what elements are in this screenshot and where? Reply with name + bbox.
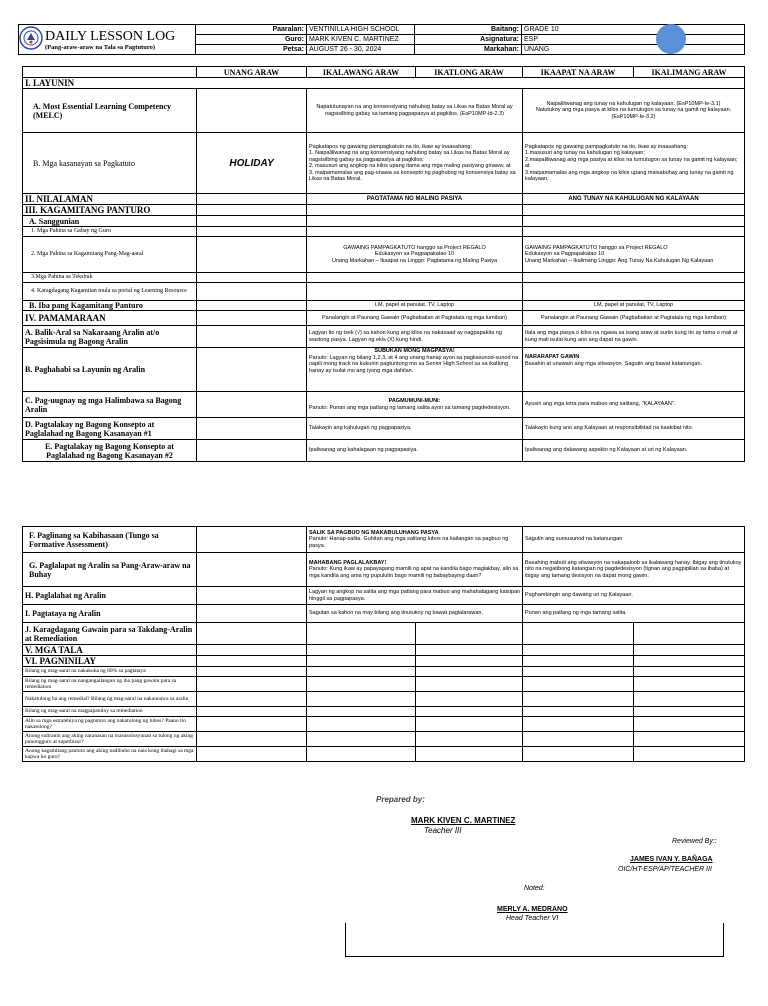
reflection-row-5: Alin sa mga estratehiya ng pagtuturo ang nakatulong ng lubos? Paano ito nakatulong? bbox=[23, 717, 197, 732]
section-pagninilay: VI. PAGNINILAY bbox=[23, 656, 197, 667]
paaralan-label: Paaralan: bbox=[196, 25, 307, 35]
pagtalakay1-label: D. Pagtalakay ng Bagong Konsepto at Paglalahad ng Bagong Kasanayan #1 bbox=[23, 418, 197, 440]
petsa-value: AUGUST 26 - 30, 2024 bbox=[307, 45, 415, 55]
balik-day2: Lagyan ito ng tsek (√) sa kahon kung ang kilos na nakasaad ay nagpapakita ng wastong pasya. Lagyan ng ekis (X) kung hindi. bbox=[307, 326, 523, 348]
section-tala: V. MGA TALA bbox=[23, 645, 197, 656]
paglalahat-day4: Paghambingin ang dawang uri ng Kalayaan. bbox=[523, 587, 745, 605]
petsa-label: Petsa: bbox=[196, 45, 307, 55]
lesson-table-part1 bbox=[22, 66, 745, 462]
sanggunian-label: A. Sanggunian bbox=[23, 216, 197, 227]
paghahabi-day2-title: SUBUKAN MONG MAGPASYA! bbox=[374, 348, 455, 354]
paglinang-day4: Sagutin ang sumusunod na katanungan bbox=[523, 527, 745, 553]
kasanayan-day2: Pagkatapos ng gawaing pampagkatuto na ito, ikaw ay inaasahang: 1. Naipaliliwanag na ang konsensiyang nahubog batay sa Likas na Batas Moral ay nagsisilbing gabay sa pagpapasiya at pagkilos; 2. masusuri ang angkop na kilos upang itama ang mga maling pasiyang ginawa; at 3. maipamamalas ang pag-unawa sa konsepto ng paghubog ng konsensiya batay sa Likas na Batas Moral. bbox=[307, 133, 523, 194]
pamamaraan-day2: Panalangin at Paunang Gawain (Pagbabatian at Pagtatala ng mga lumiban) bbox=[307, 311, 523, 326]
paghahabi-day2: Panuto: Lagyan ng bilang 1,2,3, at 4 ang unang hanay ayon sa pagkasunod-sunod na napili mong track na kukunin pagtuntong mo sa Senior High School sa sa ikatlong hanay ay isulat mo ang iyong mga dahilan. bbox=[309, 354, 519, 374]
pagugnay-label: C. Pag-uugnay ng mga Halimbawa sa Bagong Aralin bbox=[23, 392, 197, 418]
reflection-row-6: Anong suliranin ang aking naranasan na masusolusyunan sa tulong ng aking punongguro at superbisor? bbox=[23, 732, 197, 747]
paaralan-value: VENTINILLA HIGH SCHOOL bbox=[307, 25, 415, 35]
pagtalakay2-label: E. Pagtalakay ng Bagong Konsepto at Paglalahad ng Bagong Kasanayan #2 bbox=[23, 440, 197, 462]
section-kagamitan: III. KAGAMITANG PANTURO bbox=[23, 205, 197, 216]
paglalahat-label: H. Paglalahat ng Aralin bbox=[23, 587, 197, 605]
paglinang-day2-title: SALIK SA PAGBUO NG MAKABULUHANG PASYA bbox=[309, 529, 439, 536]
section-pamamaraan: IV. PAMAMARAAN bbox=[23, 311, 197, 326]
reflection-row-4: Bilang ng mag-aaral na magpapatuloy sa remediation bbox=[23, 707, 197, 717]
day-header-3: IKATLONG ARAW bbox=[416, 67, 523, 78]
markahan-label: Markahan: bbox=[415, 45, 522, 55]
pagtalakay2-day4: Ipaliwanag ang dalawang aspekto ng Kalayaan at uri ng Kalayaan. bbox=[523, 440, 745, 462]
paglalapat-label: G. Paglalapat ng Aralin sa Pang-Araw-araw na Buhay bbox=[23, 553, 197, 587]
kagamitang-pang-label: 2. Mga Pahina sa Kagamitang Pang-Mag-aaral bbox=[23, 237, 197, 273]
page-subtitle: (Pang-araw-araw na Tala sa Pagtuturo) bbox=[45, 43, 156, 51]
header-table bbox=[18, 24, 745, 55]
reviewer-name: JAMES IVAN Y. BAÑAGA bbox=[630, 856, 713, 863]
baitang-label: Baitang: bbox=[415, 25, 522, 35]
section-nilalaman: II. NILALAMAN bbox=[23, 194, 197, 205]
paglalapat-day4: Basahing mabuti ang sitwasyon na nakapaloob sa ikalawang hanay. Ibigay ang tinutukoy nito na negatibong katangian ng pagdedesisyon (tignan ang pagpipilian sa ibaba) at ibigay ang tamang desisyon na dapat mong gawin. bbox=[523, 553, 745, 587]
gabay-label: 1. Mga Pahina sa Gabay ng Guro bbox=[23, 227, 197, 237]
kagamitang-pang-day2: GAWAING PAMPAGKATUTO hanggo sa Project REGALO Edukasyon sa Pagpapakatao 10 Unang Markahan – Ikaapat na Linggo: Pagtatama ng Maling Pasiya bbox=[307, 237, 523, 273]
asignatura-label: Asignatura: bbox=[415, 35, 522, 45]
pagugnay-day2-title: PAGMUMUNI-MUNI: bbox=[388, 398, 441, 404]
paglinang-label: F. Paglinang sa Kabihasaan (Tungo sa Formative Assessment) bbox=[23, 527, 197, 553]
nilalaman-day4: ANG TUNAY NA KAHULUGAN NG KALAYAAN bbox=[523, 194, 745, 205]
reflection-row-1: Bilang ng mag-aaral na nakakuha ng 80% sa pagtataya bbox=[23, 667, 197, 677]
kagamitang-pang-day4: GAWAING PAMPAGKATUTO hanggo sa Project REGALO Edukasyon sa Pagpapakatao 10 Unang Markahan – Ikalimang Linggo: Ang Tunay Na Kahulugan Ng Kalayaan bbox=[523, 237, 745, 273]
karagdagang-label: J. Karagdagang Gawain para sa Takdang-Aralin at Remediation bbox=[23, 623, 197, 645]
pagtalakay1-day4: Talakayin kung ano ang Kalayaan at responsibilidad na kaakibat nito. bbox=[523, 418, 745, 440]
holiday-label: HOLIDAY bbox=[197, 133, 307, 194]
paghahabi-day4: Basahin at unawain ang mga sitwasyon. Sagutin ang bawat katanungan. bbox=[525, 360, 703, 367]
pagtataya-label: I. Pagtataya ng Aralin bbox=[23, 605, 197, 623]
day-header-1: UNANG ARAW bbox=[197, 67, 307, 78]
day-header-4: IKAAPAT NA ARAW bbox=[523, 67, 634, 78]
day-header-5: IKALIMANG ARAW bbox=[634, 67, 745, 78]
reflection-row-7: Anong kagamitang panturo ang aking nadibuho na nais kong ibahagi sa mga kapwa ko guro? bbox=[23, 747, 197, 762]
paglalahat-day2: Lagyan ng angkop na salita ang mga patlang para mabuo ang mahahalagang kaisipan hinggil sa pagpapasya. bbox=[307, 587, 523, 605]
noted-label: Noted: bbox=[524, 885, 545, 892]
portal-label: 4. Karagdagang Kagamitan mula sa portal ng Learning Resource bbox=[23, 283, 197, 301]
pagugnay-day4: Ayusin ang mga letra para mabuo ang salitang, "KALAYAAN". bbox=[523, 392, 745, 418]
nilalaman-day2: PAGTATAMA NG MALING PASIYA bbox=[307, 194, 523, 205]
lesson-table-part2 bbox=[22, 526, 745, 762]
reviewer-role: OIC/HT-ESP/AP/TEACHER III bbox=[618, 866, 712, 873]
prepared-by-label: Prepared by: bbox=[376, 795, 425, 804]
photo-circle bbox=[656, 24, 686, 54]
baitang-value: GRADE 10 bbox=[522, 25, 745, 35]
page-title: DAILY LESSON LOG bbox=[45, 28, 176, 44]
asignatura-value: ESP bbox=[522, 35, 745, 45]
guro-label: Guro: bbox=[196, 35, 307, 45]
pagtataya-day4: Punan ang patlang ng mga tamang salita. bbox=[523, 605, 745, 623]
noter-name: MERLY A. MEDRANO bbox=[497, 906, 568, 913]
balik-day4: Itala ang mga pasya o kilos na ngawa sa isang araw at suriin kung ito ay tama o mali at kung mali isulat kung ano ang dapat na gawin. bbox=[523, 326, 745, 348]
paglinang-day2: Panuto: Hanap-salita. Guhitan ang mga salitang lubos na kailangan sa pagbuo ng pasya. bbox=[309, 536, 509, 549]
signature-box bbox=[345, 923, 724, 957]
corner-cell bbox=[23, 67, 197, 78]
preparer-role: Teacher III bbox=[424, 826, 462, 835]
paglalapat-day2: Panuto: Kung ikaw ay papayagang mamili ng apat na kandila bago maglakbay, alin sa mga kandila ang ama ng pupulutin bago mamili ng babaybaying daan? bbox=[309, 566, 519, 579]
kasanayan-day4: Pagkatapos ng gawaing pampagkatuto na ito, ikaw ay inaasahang: 1.masusuri ang tunay na kahulugan ng kalayaan; 2.maipaliliwanag ang mga pasiya at kilos na tumutugon sa tunay na gamit ng kalayaan; at 3.maipamamalas ang mga angkop na kilos upang maisabuhay ang tunay na gamit ng kalayaan. bbox=[523, 133, 745, 194]
paghahabi-label: B. Paghahabi sa Layunin ng Aralin bbox=[23, 348, 197, 392]
pagugnay-day2: Panuto: Punan ang mga patlang ng tamang salita ayon sa tamang pagdedesisyon. bbox=[309, 404, 511, 411]
teksbuk-label: 3.Mga Pahina sa Teksbuk bbox=[23, 273, 197, 283]
pagtalakay1-day2: Talakayin ang kahulugan ng pagpapasiya. bbox=[307, 418, 523, 440]
iba-label: B. Iba pang Kagamitang Panturo bbox=[23, 301, 197, 311]
paglalapat-day2-title: MAHABANG PAGLALAKBAY! bbox=[309, 559, 387, 566]
melc-day4: Naipaliliwanag ang tunay na kahulugan ng kalayaan. (EsP10MP-Ie-3.1) Natutukoy ang mga pasya at kilos na tumutugon sa tunay na gamit ng kalayaan. (EsP10MP-Ie-3.2) bbox=[523, 89, 745, 133]
markahan-value: UNANG bbox=[522, 45, 745, 55]
pamamaraan-day4: Panalangin at Paunang Gawain (Pagbabatian at Pagtatala ng mga lumiban) bbox=[523, 311, 745, 326]
reflection-row-3: Nakatulong ba ang remedial? Bilang ng mag-aaral na nakaunawa sa aralin bbox=[23, 692, 197, 707]
preparer-name: MARK KIVEN C. MARTINEZ bbox=[411, 816, 516, 825]
pagtalakay2-day2: Ipaliwanag ang kahalagaan ng pagpapasiya. bbox=[307, 440, 523, 462]
section-layunin: I. LAYUNIN bbox=[23, 78, 745, 89]
day-header-2: IKALAWANG ARAW bbox=[307, 67, 416, 78]
melc-day2: Napatutunayan na ang konsensiyang nahubog batay sa Likas na Batas Moral ay nagsisilbing gabay sa tamang pagpapasya at pagkilos. (EsP10MP-Id-2.3) bbox=[307, 89, 523, 133]
iba-day2: LM, papel at panulat, TV, Laptop bbox=[307, 301, 523, 311]
pagtataya-day2: Sagutan sa kahon na may bilang ang tinutukoy ng bawat paglalarawan. bbox=[307, 605, 523, 623]
kasanayan-label: B. Mga kasanayan sa Pagkatuto bbox=[23, 133, 197, 194]
noter-role: Head Teacher VI bbox=[506, 915, 559, 922]
melc-label: A. Most Essential Learning Competency (MELC) bbox=[23, 89, 197, 133]
reviewed-by-label: Reviewed By:: bbox=[672, 838, 717, 845]
balik-label: A. Balik-Aral sa Nakaraang Aralin at/o Pagsisimula ng Bagong Aralin bbox=[23, 326, 197, 348]
paghahabi-day4-title: NARARAPAT GAWIN bbox=[525, 354, 580, 360]
reflection-row-2: Bilang ng mag-aaral na nangangailangan ng iba pang gawain para sa remediation bbox=[23, 677, 197, 692]
guro-value: MARK KIVEN C. MARTINEZ bbox=[307, 35, 415, 45]
iba-day4: LM, papel at panulat, TV, Laptop bbox=[523, 301, 745, 311]
